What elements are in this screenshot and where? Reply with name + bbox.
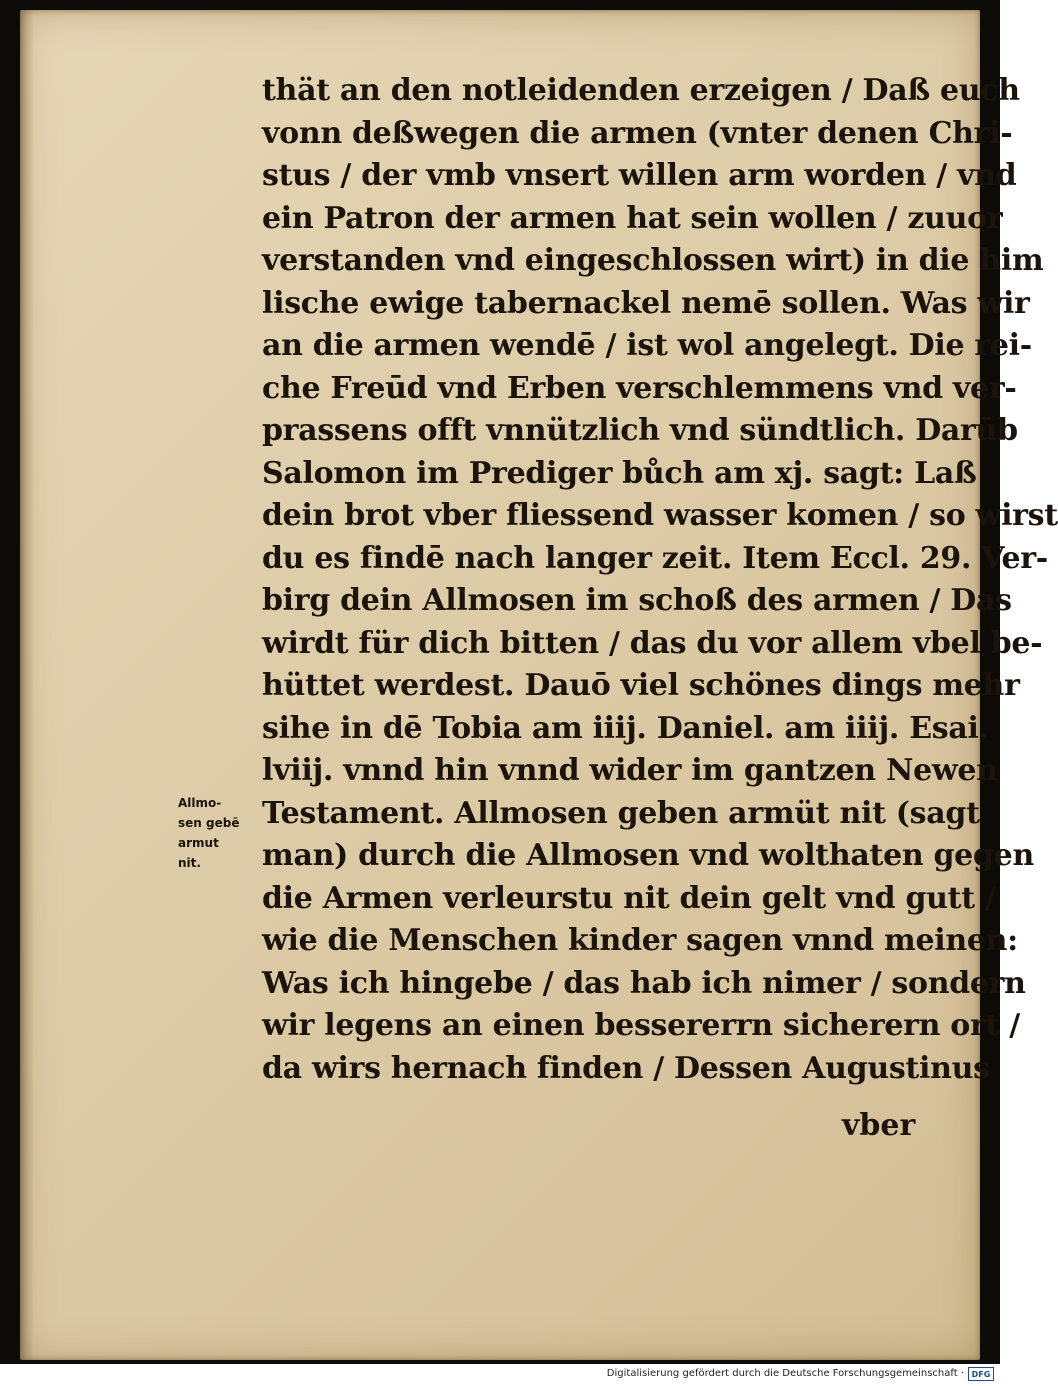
- page-gutter-shadow: [20, 10, 34, 1360]
- text-line: Testament. Allmosen geben armüt nit (sagt: [262, 795, 980, 831]
- text-line: wie die Menschen kinder sagen vnnd meinen:: [262, 923, 1018, 958]
- text-line: du es findē nach langer zeit. Item Eccl. 29. Ver-: [262, 540, 1048, 576]
- text-line: Salomon im Prediger bůch am xj. sagt: Laß: [262, 455, 977, 491]
- text-line: stus / der vmb vnsert willen arm worden / vnd: [262, 158, 1017, 193]
- text-line: da wirs hernach finden / Dessen Augustinus: [262, 1050, 990, 1086]
- text-line: ein Patron der armen hat sein wollen / zuuor: [262, 200, 1003, 236]
- text-line: Was ich hingebe / das hab ich nimer / sondern: [262, 965, 1026, 1001]
- dfg-logo-icon: DFG: [968, 1367, 994, 1381]
- text-line: che Freūd vnd Erben verschlemmens vnd ver-: [262, 370, 1017, 406]
- margin-note-line: armut: [178, 836, 219, 850]
- funding-credit: Digitalisierung gefördert durch die Deutsche Forschungsgemeinschaft ·: [606, 1368, 964, 1379]
- margin-note-line: nit.: [178, 856, 201, 870]
- text-line: die Armen verleurstu nit dein gelt vnd gutt /: [262, 880, 996, 916]
- text-line: wir legens an einen bessererrn sicherern ort /: [262, 1008, 1020, 1043]
- text-line: verstanden vnd eingeschlossen wirt) in die him: [262, 243, 1044, 278]
- text-line: man) durch die Allmosen vnd wolthaten gegen: [262, 838, 1034, 873]
- catchword: vber: [842, 1108, 916, 1143]
- body-text: [262, 70, 1058, 1090]
- text-line: hüttet werdest. Dauō viel schönes dings mehr: [262, 668, 1020, 703]
- text-line: an die armen wendē / ist wol angelegt. Die rei-: [262, 328, 1032, 363]
- text-line: prassens offt vnnützlich vnd sündtlich. Darūb: [262, 413, 1018, 448]
- text-line: dein brot vber fliessend wasser komen / so wirst: [262, 498, 1058, 533]
- text-line: thät an den notleidenden erzeigen / Daß euch: [262, 73, 1020, 108]
- text-line: lviij. vnnd hin vnnd wider im gantzen Newen: [262, 753, 998, 788]
- text-line: vonn deßwegen die armen (vnter denen Chri-: [262, 115, 1013, 151]
- footer-bar: [0, 1364, 1000, 1386]
- text-line: birg dein Allmosen im schoß des armen / Das: [262, 583, 1012, 618]
- margin-note: [178, 793, 260, 873]
- text-line: sihe in dē Tobia am iiij. Daniel. am iiij. Esai.: [262, 710, 989, 746]
- margin-note-line: sen gebē: [178, 816, 240, 830]
- text-line: wirdt für dich bitten / das du vor allem vbel be-: [262, 625, 1043, 661]
- text-line: lische ewige tabernackel nemē sollen. Was wir: [262, 285, 1030, 321]
- margin-note-line: Allmo-: [178, 796, 222, 810]
